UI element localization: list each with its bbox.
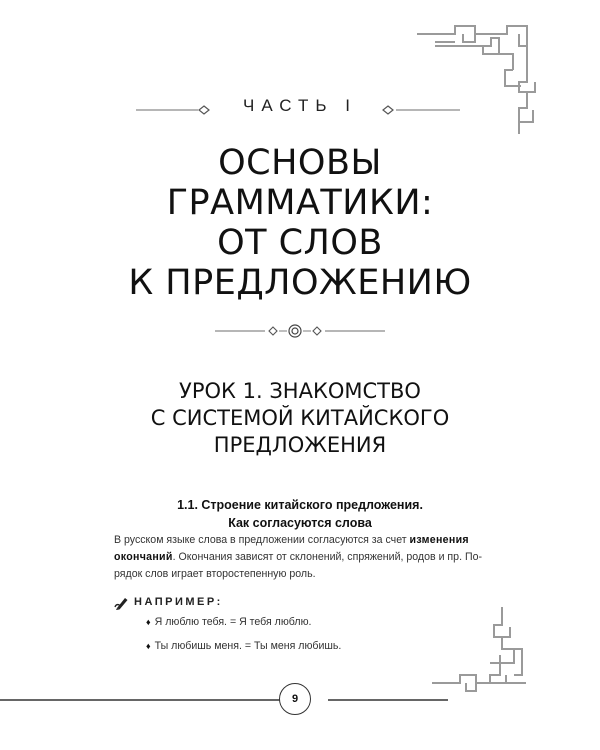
part-header xyxy=(0,94,600,124)
chapter-title-line: ОТ СЛОВ xyxy=(217,223,383,263)
footer-rule-left xyxy=(0,699,280,701)
diamond-bullet-icon: ♦ xyxy=(146,617,151,627)
section-heading-line: 1.1. Строение китайского предложения. xyxy=(177,498,423,512)
section-heading xyxy=(0,496,600,532)
chapter-title-line: ОСНОВЫ xyxy=(218,143,382,183)
paragraph-line xyxy=(114,549,494,566)
page-footer xyxy=(0,683,600,717)
bold-term: окончаний xyxy=(114,551,173,563)
section-heading-line: Как согласуются слова xyxy=(228,516,372,530)
lesson-title-line: С СИСТЕМОЙ КИТАЙСКОГО xyxy=(150,406,450,430)
page-number: 9 xyxy=(279,683,311,715)
lesson-title xyxy=(0,378,600,459)
ornamental-divider xyxy=(215,323,385,339)
example-item xyxy=(146,616,311,628)
lesson-title-line: УРОК 1. ЗНАКОМСТВО xyxy=(179,379,421,403)
footer-rule-right xyxy=(328,699,448,701)
example-text: Я люблю тебя. = Я тебя люблю. xyxy=(154,616,312,628)
fret-ornament-bottom-right xyxy=(430,605,530,695)
chapter-title-line: К ПРЕДЛОЖЕНИЮ xyxy=(128,263,472,303)
example-item xyxy=(146,640,341,652)
chapter-title-line: ГРАММАТИКИ: xyxy=(166,183,434,223)
bold-term: изменения xyxy=(409,534,469,546)
paragraph-text: В русском языке слова в предложении согласуются за счет xyxy=(114,534,410,546)
paragraph-line: рядок слов играет второстепенную роль. xyxy=(114,568,316,580)
example-label: НАПРИМЕР: xyxy=(134,596,223,608)
paragraph-line xyxy=(114,532,494,549)
chapter-title xyxy=(0,143,600,303)
part-title: ЧАСТЬ I xyxy=(243,96,357,115)
pen-hand-icon xyxy=(114,595,130,611)
body-paragraph xyxy=(114,532,494,583)
example-text: Ты любишь меня. = Ты меня любишь. xyxy=(154,640,342,652)
lesson-title-line: ПРЕДЛОЖЕНИЯ xyxy=(213,433,387,457)
paragraph-text: . Окончания зависят от склонений, спряжений, родов и пр. По- xyxy=(172,551,482,563)
diamond-bullet-icon: ♦ xyxy=(146,641,151,651)
decorative-rule-right xyxy=(380,105,460,115)
